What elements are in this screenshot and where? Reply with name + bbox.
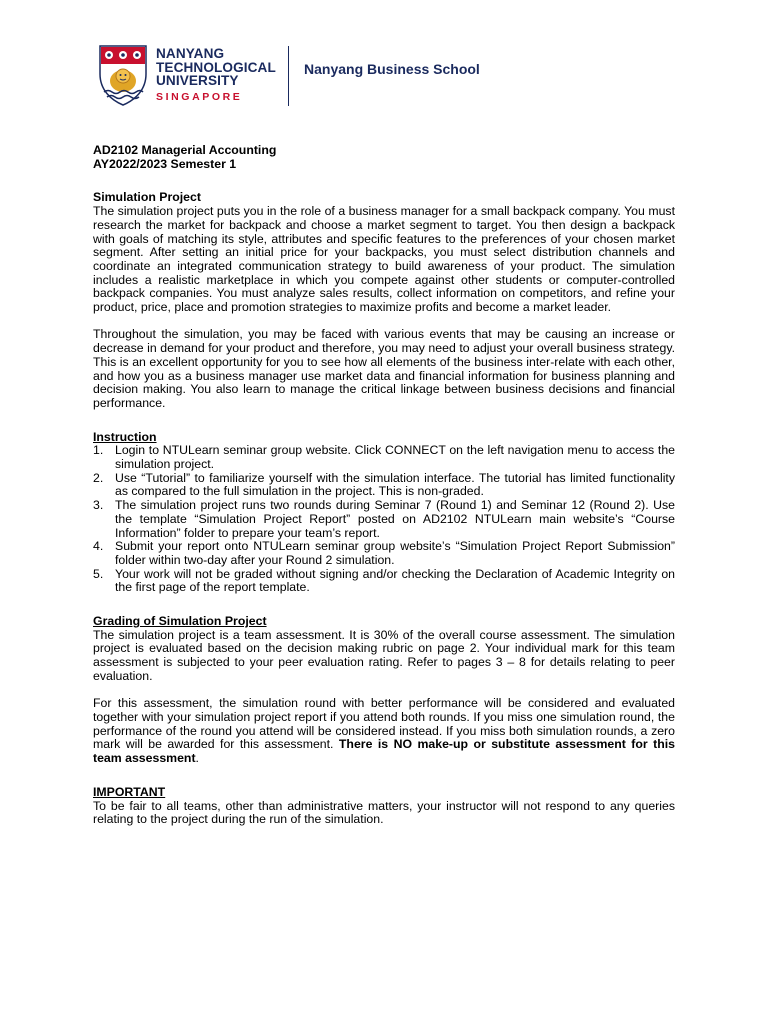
instruction-number: 3. [93,498,104,513]
grading-paragraph-2-end: . [195,751,199,766]
instruction-text: Submit your report onto NTULearn seminar group website’s “Simulation Project Report Submission” folder within two-day after your Round 2 simulation. [115,539,675,567]
simulation-heading: Simulation Project [93,190,201,205]
course-title: AD2102 Managerial Accounting [93,143,277,157]
university-name-line-3: UNIVERSITY [156,73,239,89]
school-name: Nanyang Business School [304,61,480,77]
university-name-line-2: TECHNOLOGICAL [156,59,276,75]
grading-paragraph-1: The simulation project is a team assessment. It is 30% of the overall course assessment. The simulation project is evaluated based on the decision making rubric on page 2. Your individual mark for this team assessment is subjected to your peer evaluation rating. Refer to pages 3 – 8 for details relating to peer evaluation. [93,627,675,683]
instruction-number: 2. [93,470,104,485]
university-crest-icon [98,44,148,106]
no-makeup-notice: There is NO make-up or substitute assessment for this team assessment [93,737,675,766]
instruction-item [93,540,675,567]
grading-paragraph-2 [93,697,675,766]
instruction-number: 4. [93,539,104,554]
instruction-text: Login to NTULearn seminar group website. Click CONNECT on the left navigation menu to access the simulation project. [115,443,675,472]
instruction-item [93,568,675,595]
instruction-text: Your work will not be graded without signing and/or checking the Declaration of Academic Integrity on the first page of the report template. [115,566,675,595]
grading-paragraph-2-text: For this assessment, the simulation round with better performance will be considered and evaluated together with your simulation project report if you attend both rounds. If you miss one simulation round, the performance of the round you attend will be considered instead. If you miss both simulation rounds, a zero mark will be awarded for this assessment. [93,696,675,752]
instruction-number: 5. [93,566,104,581]
instruction-item [93,499,675,540]
university-name-line-1: NANYANG [156,46,225,61]
course-term: AY2022/2023 Semester 1 [93,156,237,171]
instruction-number: 1. [93,443,104,458]
university-country: SINGAPORE [156,91,243,103]
grading-heading: Grading of Simulation Project [93,614,267,629]
important-paragraph: To be fair to all teams, other than administrative matters, your instructor will not respond to any queries relating to the project during the run of the simulation. [93,798,675,827]
document-body [93,144,675,827]
simulation-paragraph-2: Throughout the simulation, you may be faced with various events that may be causing an increase or decrease in demand for your product and therefore, you may need to adjust your overall business strategy. This is an excellent opportunity for you to see how all elements of the business inter-relate with each other, and how you as a business manager use market data and financial information for business planning and decision making. You also learn to manage the critical linkage between business decisions and financial performance. [93,327,675,410]
university-name [156,47,276,88]
ntu-logo-header [98,44,498,106]
logo-divider [288,46,289,106]
instruction-heading: Instruction [93,429,157,444]
instruction-list [93,444,675,595]
important-heading: IMPORTANT [93,784,166,799]
simulation-paragraph-1: The simulation project puts you in the role of a business manager for a small backpack company. You must research the market for backpack and choose a market segment to target. You then design a backpack with goals of matching its style, attributes and specific features to the preferences of your chosen market segment. After setting an initial price for your backpacks, you must select distribution channels and coordinate an integrated communication strategy to build awareness of your product. The simulation includes a realistic marketplace in which you compete against other students or computer-controlled backpack companies. You must analyze sales results, collect information on competitors, and refine your product, price, place and promotion strategies to maximize profits and become a market leader. [93,204,675,315]
instruction-item [93,444,675,471]
instruction-text: Use “Tutorial” to familiarize yourself with the simulation interface. The tutorial has limited functionality as compared to the full simulation in the project. This is non-graded. [115,470,675,499]
instruction-text: The simulation project runs two rounds during Seminar 7 (Round 1) and Seminar 12 (Round 2). Use the template “Simulation Project Report” posted on AD2102 NTULearn main website’s “Course Information” folder to prepare your team’s report. [115,498,675,540]
instruction-item [93,472,675,499]
